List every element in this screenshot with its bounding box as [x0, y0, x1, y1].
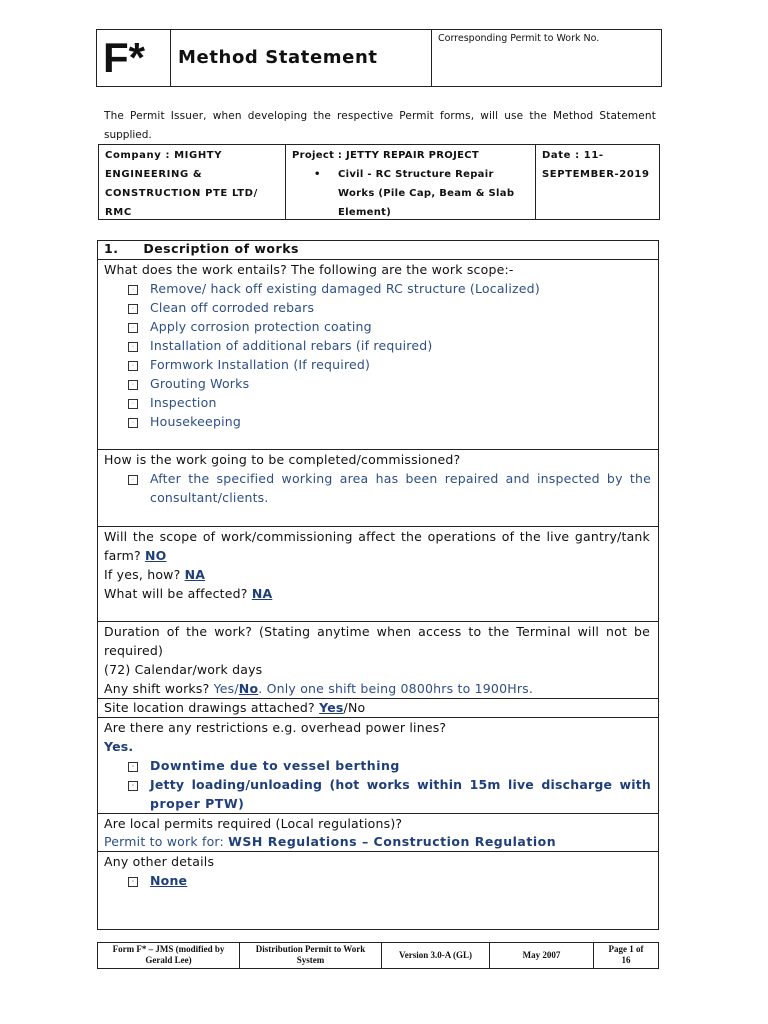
date-cell: [536, 145, 659, 219]
checkbox-icon: ◦: [128, 399, 138, 409]
footer-page-cell: [594, 943, 658, 968]
question-shift-text: Any shift works?: [104, 681, 210, 696]
divider: [97, 449, 659, 450]
project-line-2: Civil - RC Structure Repair: [338, 169, 494, 180]
footer-dist-cell: [240, 943, 382, 968]
info-table: [98, 144, 660, 220]
section-number: 1.: [104, 241, 119, 256]
checkbox-icon: ◦: [128, 304, 138, 314]
intro-line-2: supplied.: [104, 129, 152, 141]
page-title: Method Statement: [178, 47, 378, 68]
shift-yes: Yes/: [213, 681, 239, 696]
duration-days: (72) Calendar/work days: [104, 662, 263, 677]
question-shift: [104, 681, 533, 696]
project-cell: [286, 145, 536, 219]
divider: [97, 851, 659, 852]
question-scope-text: farm?: [104, 548, 141, 563]
section-heading: [104, 241, 299, 256]
question-affected: [104, 586, 272, 601]
checkbox-icon: ◦: [128, 323, 138, 333]
footer-table: [97, 942, 659, 969]
checkbox-icon: ◦: [128, 781, 138, 791]
divider: [97, 698, 659, 699]
project-line-1: Project : JETTY REPAIR PROJECT: [292, 150, 479, 161]
project-bullet: •: [314, 169, 321, 180]
intro-text: [104, 107, 656, 145]
permits-answer-row: [104, 834, 556, 849]
company-line-4: RMC: [105, 207, 132, 218]
checkbox-icon: ◦: [128, 475, 138, 485]
date-line-2: SEPTEMBER-2019: [542, 169, 650, 180]
permits-label: Permit to work for:: [104, 834, 224, 849]
question-affected-text: What will be affected?: [104, 586, 248, 601]
divider: [97, 621, 659, 622]
question-entails: What does the work entails? The following are the work scope:-: [104, 262, 514, 277]
logo-cell: [97, 30, 171, 86]
divider: [97, 813, 659, 814]
company-line-3: CONSTRUCTION PTE LTD/: [105, 188, 258, 199]
question-scope-line-1: Will the scope of work/commissioning affect the operations of the live gantry/tank: [104, 529, 650, 544]
question-permits: Are local permits required (Local regulations)?: [104, 816, 403, 831]
drawings-no: /No: [343, 700, 366, 715]
checkbox-icon: ◦: [128, 361, 138, 371]
company-line-2: ENGINEERING &: [105, 169, 203, 180]
form-logo: F*: [103, 34, 145, 81]
project-bullet-row: [292, 165, 535, 222]
divider: [97, 526, 659, 527]
footer-dist-line-2: System: [296, 955, 325, 965]
shift-no: No: [238, 681, 259, 696]
project-line-3: Works (Pile Cap, Beam & Slab: [338, 188, 515, 199]
divider: [97, 717, 659, 718]
how-answer: NA: [184, 567, 206, 582]
permit-number-cell: [431, 30, 661, 86]
checkbox-icon: ◦: [128, 342, 138, 352]
date-line-1: Date : 11-: [542, 150, 604, 161]
header-box: [96, 29, 662, 87]
restriction-item-cont: proper PTW): [150, 796, 245, 811]
company-cell: [99, 145, 286, 219]
footer-version-cell: [382, 943, 490, 968]
question-duration-line-1: Duration of the work? (Stating anytime when access to the Terminal will not be: [104, 624, 650, 639]
footer-dist-line-1: Distribution Permit to Work: [255, 944, 366, 954]
question-restrictions: Are there any restrictions e.g. overhead power lines?: [104, 720, 447, 735]
restrictions-answer: Yes.: [104, 739, 134, 754]
question-other: Any other details: [104, 854, 215, 869]
intro-line-1: The Permit Issuer, when developing the respective Permit forms, will use the Method Statement: [104, 110, 656, 122]
permit-number-label: Corresponding Permit to Work No.: [438, 33, 600, 44]
question-duration-line-2: required): [104, 643, 164, 658]
drawings-yes: Yes: [319, 700, 344, 715]
footer-form-line-2: Gerald Lee): [145, 955, 192, 965]
footer-version: Version 3.0-A (GL): [399, 950, 472, 960]
question-scope-line-2: [104, 548, 166, 563]
section-title: Description of works: [143, 241, 299, 256]
question-drawings: [104, 700, 365, 715]
question-how: [104, 567, 205, 582]
checkbox-icon: ◦: [128, 380, 138, 390]
divider: [97, 259, 659, 260]
checkbox-icon: ◦: [128, 418, 138, 428]
checkbox-icon: ◦: [128, 285, 138, 295]
footer-page-line-1: Page 1 of: [608, 944, 644, 954]
footer-date-cell: [490, 943, 594, 968]
checkbox-icon: ◦: [128, 762, 138, 772]
completed-line-1: After the specified working area has been repaired and inspected by the: [150, 471, 651, 486]
affected-answer: NA: [251, 586, 273, 601]
question-drawings-text: Site location drawings attached?: [104, 700, 315, 715]
footer-form-line-1: Form F* – JMS (modified by: [112, 944, 225, 954]
question-how-text: If yes, how?: [104, 567, 181, 582]
checkbox-icon: ◦: [128, 877, 138, 887]
question-completed: How is the work going to be completed/commissioned?: [104, 452, 461, 467]
footer-form-cell: [98, 943, 240, 968]
company-line-1: Company : MIGHTY: [105, 150, 223, 161]
restriction-item-text: Jetty loading/unloading (hot works within 15m live discharge with: [150, 777, 651, 792]
project-line-4: Element): [338, 207, 392, 218]
shift-note: . Only one shift being 0800hrs to 1900Hrs.: [258, 681, 534, 696]
footer-page-line-2: 16: [621, 955, 631, 965]
footer-date: May 2007: [522, 950, 561, 960]
permits-answer: WSH Regulations – Construction Regulation: [228, 834, 557, 849]
scope-answer: NO: [144, 548, 167, 563]
completed-line-2: consultant/clients.: [150, 490, 269, 505]
